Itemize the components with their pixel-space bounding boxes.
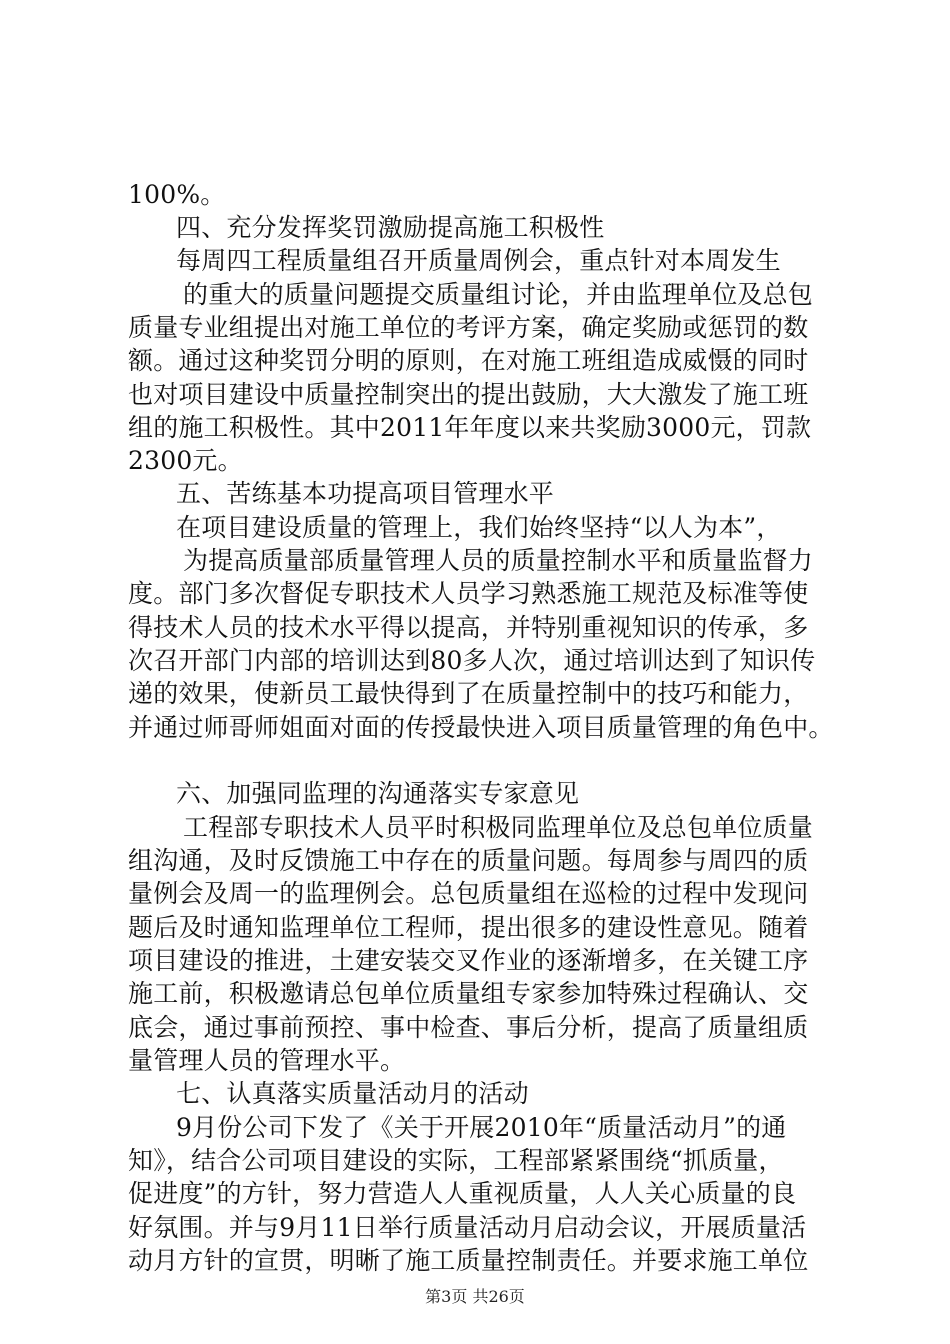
text-line: 动月方针的宣贯，明晰了施工质量控制责任。并要求施工单位 [128, 1246, 809, 1275]
text-line: 度。部门多次督促专职技术人员学习熟悉施工规范及标准等使 [128, 579, 809, 608]
section-heading: 六、加强同监理的沟通落实专家意见 [176, 779, 580, 808]
text-line: 工程部专职技术人员平时积极同监理单位及总包单位质量 [183, 813, 814, 842]
text-line: 促进度”的方针，努力营造人人重视质量，人人关心质量的良 [128, 1179, 797, 1208]
section-heading: 七、认真落实质量活动月的活动 [176, 1079, 529, 1108]
text-line: 底会，通过事前预控、事中检查、事后分析，提高了质量组质 [128, 1013, 809, 1042]
text-line: 知》，结合公司项目建设的实际，工程部紧紧围绕“抓质量， [128, 1146, 784, 1175]
text-line: 组的施工积极性。其中2011年年度以来共奖励3000元，罚款 [128, 413, 812, 442]
text-line: 递的效果，使新员工最快得到了在质量控制中的技巧和能力， [128, 679, 809, 708]
text-line: 9月份公司下发了《关于开展2010年“质量活动月”的通 [176, 1113, 787, 1142]
page-number: 第3页 共26页 [425, 1287, 525, 1306]
text-line: 得技术人员的技术水平得以提高，并特别重视知识的传承，多 [128, 613, 809, 642]
text-line: 质量专业组提出对施工单位的考评方案，确定奖励或惩罚的数 [128, 313, 809, 342]
text-line: 每周四工程质量组召开质量周例会，重点针对本周发生 [176, 246, 781, 275]
text-line: 100%。 [128, 180, 226, 209]
text-line: 施工前，积极邀请总包单位质量组专家参加特殊过程确认、交 [128, 979, 809, 1008]
text-line: 量例会及周一的监理例会。总包质量组在巡检的过程中发现问 [128, 879, 809, 908]
text-line: 的重大的质量问题提交质量组讨论，并由监理单位及总包 [183, 280, 814, 309]
text-line: 额。通过这种奖罚分明的原则，在对施工班组造成威慑的同时 [128, 346, 809, 375]
section-heading: 四、充分发挥奖罚激励提高施工积极性 [176, 213, 605, 242]
text-line: 2300元。 [128, 446, 243, 475]
text-line: 次召开部门内部的培训达到80多人次，通过培训达到了知识传 [128, 646, 816, 675]
section-heading: 五、苦练基本功提高项目管理水平 [176, 479, 555, 508]
text-line: 好氛围。并与9月11日举行质量活动月启动会议，开展质量活 [128, 1213, 807, 1242]
text-line: 也对项目建设中质量控制突出的提出鼓励，大大激发了施工班 [128, 380, 809, 409]
text-line: 题后及时通知监理单位工程师，提出很多的建设性意见。随着 [128, 913, 809, 942]
text-line: 量管理人员的管理水平。 [128, 1046, 406, 1075]
text-line: 组沟通，及时反馈施工中存在的质量问题。每周参与周四的质 [128, 846, 809, 875]
text-line: 为提高质量部质量管理人员的质量控制水平和质量监督力 [183, 546, 814, 575]
text-line: 在项目建设质量的管理上，我们始终坚持“以人为本”， [176, 513, 782, 542]
text-line: 并通过师哥师姐面对面的传授最快进入项目质量管理的角色中。 [128, 713, 834, 742]
text-line: 项目建设的推进，土建安装交叉作业的逐渐增多，在关键工序 [128, 946, 809, 975]
